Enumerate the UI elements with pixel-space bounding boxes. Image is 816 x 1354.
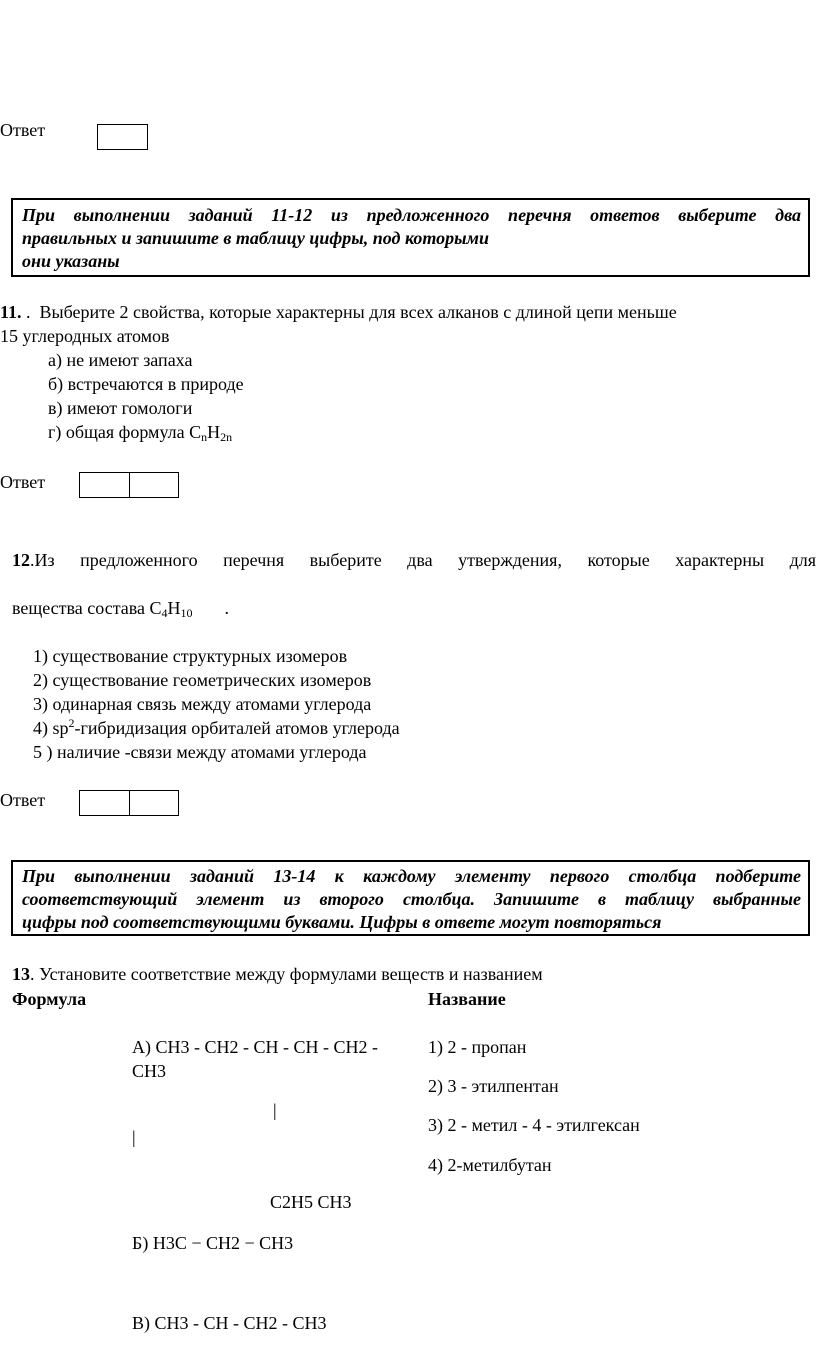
question-13-line1	[12, 964, 543, 985]
formula-a-line1: А) СН3 - СН2 - СН - СН - СН2 -	[132, 1037, 378, 1057]
option-4: 4) $sp^2$-гибридизация орбиталей атомов углерода	[33, 716, 400, 738]
question-text: Выберите 2 свойства, которые характерны для всех алканов с длиной цепи меньше	[39, 302, 677, 322]
answer-label: Ответ	[0, 472, 46, 492]
name-1: 1) 2 - пропан	[428, 1037, 527, 1057]
question-11-line2: 15 углеродных атомов	[0, 326, 170, 346]
answer-cell[interactable]	[130, 473, 178, 497]
instruction-line: При выполнении заданий 13-14 к каждому элементу первого столбца подберите	[22, 866, 801, 886]
instruction-box-11-12	[11, 198, 810, 277]
question-11-line1	[0, 302, 677, 323]
bond-bar: |	[132, 1127, 136, 1147]
formula-b: Б) Н3С − СН2 − СН3	[132, 1233, 294, 1253]
instruction-line: цифры под соответствующими буквами. Цифры в ответе могут повторяться	[22, 912, 662, 932]
option-b: б) встречаются в природе	[48, 374, 244, 394]
name-3: 3) 2 - метил - 4 - этилгексан	[428, 1115, 640, 1135]
column-header-formula: Формула	[12, 989, 87, 1009]
bond-bar: |	[273, 1100, 277, 1120]
name-4: 4) 2-метилбутан	[428, 1155, 552, 1175]
instruction-line: соответствующий элемент из второго столбца. Запишите в таблицу выбранные	[22, 889, 801, 909]
answer-table[interactable]	[79, 472, 179, 498]
question-12-line1	[12, 550, 816, 571]
answer-cell[interactable]	[130, 791, 178, 815]
option-3: 3) одинарная связь между атомами углерода	[33, 694, 372, 714]
answer-box[interactable]	[97, 124, 148, 150]
question-text: .Из предложенного перечня выберите два утверждения, которые характерны для	[30, 550, 816, 570]
question-number: 12	[12, 550, 30, 570]
formula-a-line2: СН3	[132, 1061, 167, 1081]
option-5: 5 ) наличие -связи между атомами углерода	[33, 742, 367, 762]
answer-cell[interactable]	[80, 473, 130, 497]
option-d: г) общая формула $С_nH_{2n}$	[48, 422, 233, 444]
option-a: а) не имеют запаха	[48, 350, 193, 370]
instruction-line: правильных и запишите в таблицу цифры, под которыми	[22, 228, 489, 248]
substituents: С2Н5 СН3	[270, 1192, 352, 1212]
instruction-line: При выполнении заданий 11-12 из предложенного перечня ответов выберите два	[22, 205, 801, 225]
answer-label: Ответ	[0, 120, 46, 140]
question-dot: .	[26, 302, 31, 322]
answer-table[interactable]	[79, 790, 179, 816]
column-header-name: Название	[428, 989, 506, 1009]
question-number: 11.	[0, 302, 22, 322]
option-c: в) имеют гомологи	[48, 398, 193, 418]
instruction-box-13-14	[11, 860, 810, 936]
answer-cell[interactable]	[80, 791, 130, 815]
question-text: . Установите соответствие между формулами веществ и названием	[30, 964, 543, 984]
instruction-line: они указаны	[22, 251, 120, 271]
question-12-line2: вещества состава $С_4Н_{10}$ .	[12, 598, 230, 620]
option-1: 1) существование структурных изомеров	[33, 646, 348, 666]
option-2: 2) существование геометрических изомеров	[33, 670, 372, 690]
question-number: 13	[12, 964, 30, 984]
answer-label: Ответ	[0, 790, 46, 810]
name-2: 2) 3 - этилпентан	[428, 1076, 559, 1096]
formula-c: В) СН3 - СН - СН2 - СН3	[132, 1313, 327, 1333]
